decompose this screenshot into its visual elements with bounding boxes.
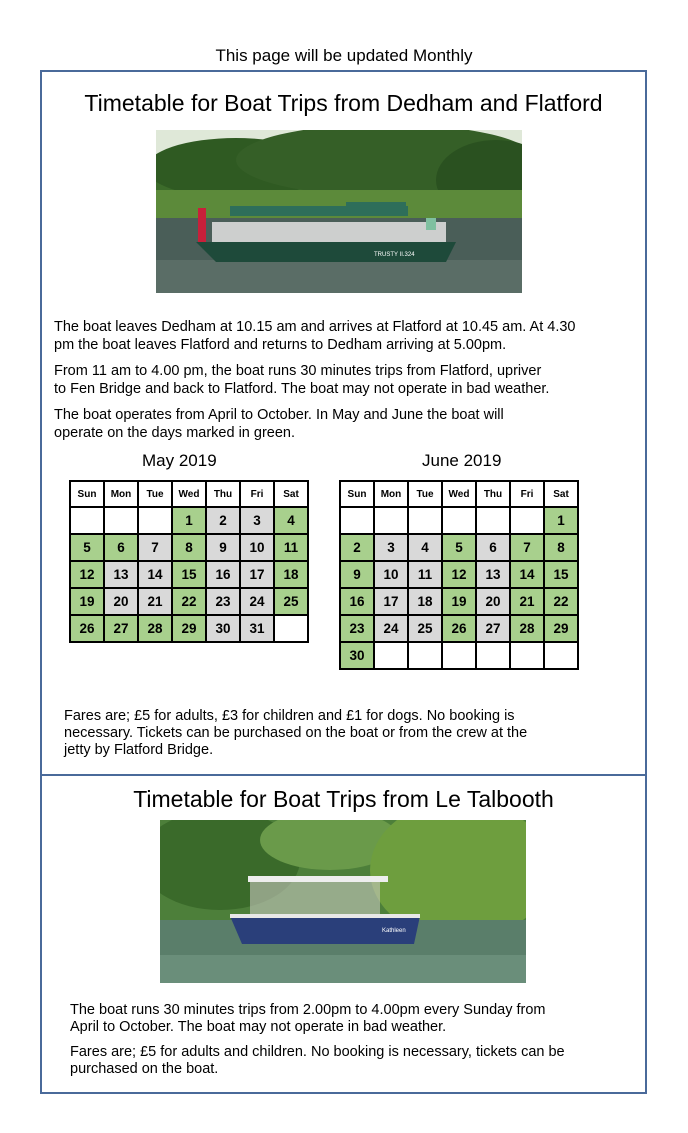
calendar-day: 22 — [544, 588, 578, 615]
calendar-week-row — [70, 507, 308, 534]
calendar-day: 29 — [172, 615, 206, 642]
calendar-day: 19 — [442, 588, 476, 615]
departure-info: The boat leaves Dedham at 10.15 am and arrives at Flatford at 10.45 am. At 4.30 pm the boat leaves Flatford and returns to Dedham arriving at 5.00pm. — [54, 319, 576, 353]
calendar-week-row — [340, 561, 578, 588]
calendar-empty-cell — [544, 642, 578, 669]
calendar-day: 25 — [408, 615, 442, 642]
calendar-day: 6 — [476, 534, 510, 561]
calendar-day: 2 — [206, 507, 240, 534]
calendar-day: 17 — [240, 561, 274, 588]
calendar-day: 15 — [544, 561, 578, 588]
calendar-empty-cell — [138, 507, 172, 534]
calendar-day: 25 — [274, 588, 308, 615]
calendar-day: 19 — [70, 588, 104, 615]
calendar-day: 2 — [340, 534, 374, 561]
calendar-day: 20 — [476, 588, 510, 615]
trip-info: From 11 am to 4.00 pm, the boat runs 30 minutes trips from Flatford, upriver to Fen Bridge and back to Flatford. The boat may not operate in bad weather. — [54, 363, 550, 397]
weekday-header: Fri — [240, 481, 274, 507]
calendar-day: 8 — [544, 534, 578, 561]
calendar-header-row — [340, 481, 578, 507]
boat-name-label: Kathleen — [382, 928, 406, 934]
calendar-day: 11 — [274, 534, 308, 561]
calendar-empty-cell — [104, 507, 138, 534]
calendar-day: 24 — [240, 588, 274, 615]
dedham-boat-photo — [156, 130, 522, 293]
calendar-day: 9 — [206, 534, 240, 561]
calendar-day: 17 — [374, 588, 408, 615]
calendar-day: 23 — [206, 588, 240, 615]
calendar-empty-cell — [374, 507, 408, 534]
calendar-empty-cell — [70, 507, 104, 534]
calendar-empty-cell — [442, 507, 476, 534]
calendar-day: 7 — [510, 534, 544, 561]
may-calendar-title: May 2019 — [142, 451, 217, 470]
calendar-day: 27 — [104, 615, 138, 642]
le-talbooth-section — [40, 774, 647, 1094]
calendar-empty-cell — [510, 642, 544, 669]
calendar-day: 16 — [206, 561, 240, 588]
weekday-header: Fri — [510, 481, 544, 507]
calendar-day: 14 — [510, 561, 544, 588]
june-calendar-title: June 2019 — [422, 451, 502, 470]
weekday-header: Sat — [274, 481, 308, 507]
calendar-day: 8 — [172, 534, 206, 561]
calendar-header-row — [70, 481, 308, 507]
calendar-day: 23 — [340, 615, 374, 642]
calendar-empty-cell — [274, 615, 308, 642]
calendar-day: 5 — [442, 534, 476, 561]
weekday-header: Thu — [206, 481, 240, 507]
calendar-day: 5 — [70, 534, 104, 561]
section-title-dedham-flatford: Timetable for Boat Trips from Dedham and Flatford — [84, 90, 603, 116]
calendar-empty-cell — [340, 507, 374, 534]
boat-name-label: TRUSTY II.324 — [374, 252, 415, 258]
dedham-flatford-section — [40, 70, 647, 776]
weekday-header: Mon — [374, 481, 408, 507]
calendar-day: 3 — [374, 534, 408, 561]
calendar-week-row — [340, 588, 578, 615]
calendar-day: 1 — [544, 507, 578, 534]
calendar-day: 16 — [340, 588, 374, 615]
fares-info: Fares are; £5 for adults, £3 for children and £1 for dogs. No booking is necessary. Tickets can be purchased on the boat or from the crew at the jetty by Flatford Bridge. — [64, 708, 528, 758]
calendar-day: 26 — [442, 615, 476, 642]
calendar-empty-cell — [476, 642, 510, 669]
season-info: The boat operates from April to October. In May and June the boat will operate on the days marked in green. — [54, 407, 504, 441]
calendar-day: 13 — [476, 561, 510, 588]
calendar-day: 31 — [240, 615, 274, 642]
calendar-day: 10 — [374, 561, 408, 588]
calendar-week-row — [340, 615, 578, 642]
weekday-header: Sat — [544, 481, 578, 507]
calendar-day: 11 — [408, 561, 442, 588]
calendar-day: 1 — [172, 507, 206, 534]
calendar-empty-cell — [442, 642, 476, 669]
calendar-empty-cell — [510, 507, 544, 534]
talbooth-fares-info: Fares are; £5 for adults and children. No booking is necessary, tickets can be purchased on the boat. — [70, 1044, 565, 1077]
calendar-day: 12 — [442, 561, 476, 588]
calendar-empty-cell — [374, 642, 408, 669]
calendar-day: 29 — [544, 615, 578, 642]
calendar-empty-cell — [476, 507, 510, 534]
calendar-day: 20 — [104, 588, 138, 615]
calendar-day: 4 — [274, 507, 308, 534]
calendar-day: 14 — [138, 561, 172, 588]
calendar-day: 7 — [138, 534, 172, 561]
calendar-week-row — [70, 588, 308, 615]
section-title-le-talbooth: Timetable for Boat Trips from Le Talbooth — [133, 786, 554, 812]
talbooth-boat-photo — [160, 820, 526, 983]
calendar-week-row — [70, 561, 308, 588]
calendar-day: 6 — [104, 534, 138, 561]
calendar-day: 28 — [138, 615, 172, 642]
may-calendar — [69, 480, 309, 643]
calendar-day: 28 — [510, 615, 544, 642]
weekday-header: Mon — [104, 481, 138, 507]
calendar-day: 27 — [476, 615, 510, 642]
calendar-day: 13 — [104, 561, 138, 588]
calendar-week-row — [70, 534, 308, 561]
weekday-header: Tue — [138, 481, 172, 507]
calendar-day: 9 — [340, 561, 374, 588]
calendar-week-row — [70, 615, 308, 642]
calendar-day: 18 — [274, 561, 308, 588]
weekday-header: Sun — [70, 481, 104, 507]
calendar-day: 12 — [70, 561, 104, 588]
calendar-day: 18 — [408, 588, 442, 615]
calendar-day: 10 — [240, 534, 274, 561]
calendar-day: 22 — [172, 588, 206, 615]
june-calendar — [339, 480, 579, 670]
calendar-day: 26 — [70, 615, 104, 642]
calendar-day: 30 — [206, 615, 240, 642]
weekday-header: Tue — [408, 481, 442, 507]
calendar-day: 24 — [374, 615, 408, 642]
calendar-day: 4 — [408, 534, 442, 561]
calendar-week-row — [340, 534, 578, 561]
weekday-header: Wed — [442, 481, 476, 507]
weekday-header: Sun — [340, 481, 374, 507]
calendar-week-row — [340, 507, 578, 534]
talbooth-trip-info: The boat runs 30 minutes trips from 2.00pm to 4.00pm every Sunday from April to October. The boat may not operate in bad weather. — [70, 1002, 546, 1035]
calendar-day: 21 — [510, 588, 544, 615]
calendar-day: 21 — [138, 588, 172, 615]
weekday-header: Thu — [476, 481, 510, 507]
calendar-week-row — [340, 642, 578, 669]
calendar-empty-cell — [408, 642, 442, 669]
calendar-day: 3 — [240, 507, 274, 534]
calendar-empty-cell — [408, 507, 442, 534]
weekday-header: Wed — [172, 481, 206, 507]
calendar-day: 30 — [340, 642, 374, 669]
calendar-day: 15 — [172, 561, 206, 588]
update-notice: This page will be updated Monthly — [215, 46, 473, 65]
